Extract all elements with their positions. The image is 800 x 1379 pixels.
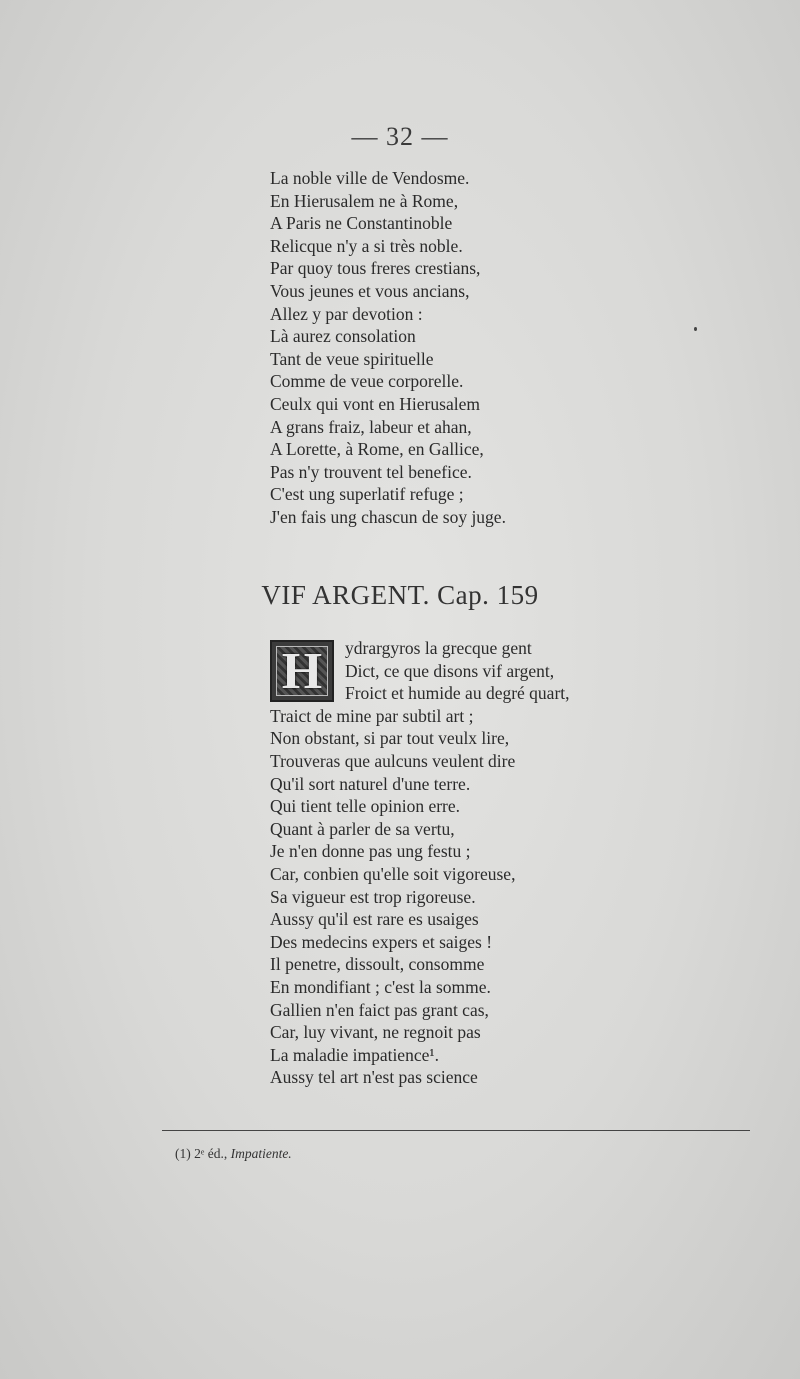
poem-vendosme (270, 167, 506, 529)
verse-line: Qui tient telle opinion erre. (270, 796, 461, 817)
verse-line: J'en fais ung chascun de soy juge. (270, 506, 506, 527)
verse-line: Car, conbien qu'elle soit vigoreuse, (270, 863, 516, 884)
verse-line: Qu'il sort naturel d'une terre. (270, 773, 471, 794)
verse-line: Ceulx qui vont en Hierusalem (270, 393, 480, 414)
print-speck (694, 327, 697, 331)
verse-line: Traict de mine par subtil art ; (270, 705, 474, 726)
verse-line: En mondifiant ; c'est la somme. (270, 976, 491, 997)
verse-line: Comme de veue corporelle. (270, 371, 464, 392)
verse-line: Aussy qu'il est rare es usaiges (270, 909, 479, 930)
verse-line: Relicque n'y a si très noble. (270, 235, 463, 256)
page-number: — 32 — (351, 122, 449, 151)
verse-line: Trouveras que aulcuns veulent dire (270, 750, 516, 771)
verse-line: Gallien n'en faict pas grant cas, (270, 999, 489, 1020)
verse-line: A Lorette, à Rome, en Gallice, (270, 439, 484, 460)
verse-line: La maladie impatience¹. (270, 1044, 439, 1065)
verse-line: La noble ville de Vendosme. (270, 168, 470, 188)
footnote-divider (162, 1130, 750, 1131)
verse-line: En Hierusalem ne à Rome, (270, 190, 459, 211)
footnote-marker: (1) 2ᵉ éd., (175, 1146, 228, 1161)
verse-line: Dict, ce que disons vif argent, (345, 660, 555, 681)
verse-line: Aussy tel art n'est pas science (270, 1067, 478, 1088)
footnote (175, 1146, 292, 1162)
verse-line: Quant à parler de sa vertu, (270, 818, 455, 839)
verse-line: Froict et humide au degré quart, (345, 683, 570, 704)
verse-line: Allez y par devotion : (270, 303, 423, 324)
verse-line: Car, luy vivant, ne regnoit pas (270, 1022, 481, 1043)
verse-line: Là aurez consolation (270, 326, 416, 347)
verse-line: Tant de veue spirituelle (270, 348, 434, 369)
verse-line: ydrargyros la grecque gent (345, 638, 532, 658)
verse-line: Vous jeunes et vous ancians, (270, 280, 470, 301)
verse-line: A grans fraiz, labeur et ahan, (270, 416, 472, 437)
verse-line: Non obstant, si par tout veulx lire, (270, 728, 510, 749)
verse-line: Des medecins expers et saiges ! (270, 931, 493, 952)
poem-vif-argent (270, 637, 570, 1089)
verse-line: Pas n'y trouvent tel benefice. (270, 461, 472, 482)
verse-line: Je n'en donne pas ung festu ; (270, 841, 471, 862)
verse-line: Par quoy tous freres crestians, (270, 258, 481, 279)
drop-cap-letter: H (281, 642, 323, 700)
section-title: VIF ARGENT. Cap. 159 (261, 580, 539, 610)
verse-line: Il penetre, dissoult, consomme (270, 954, 485, 975)
footnote-text: Impatiente. (230, 1146, 292, 1161)
verse-line: C'est ung superlatif refuge ; (270, 484, 464, 505)
verse-line: Sa vigueur est trop rigoreuse. (270, 886, 476, 907)
verse-line: A Paris ne Constantinoble (270, 213, 453, 234)
